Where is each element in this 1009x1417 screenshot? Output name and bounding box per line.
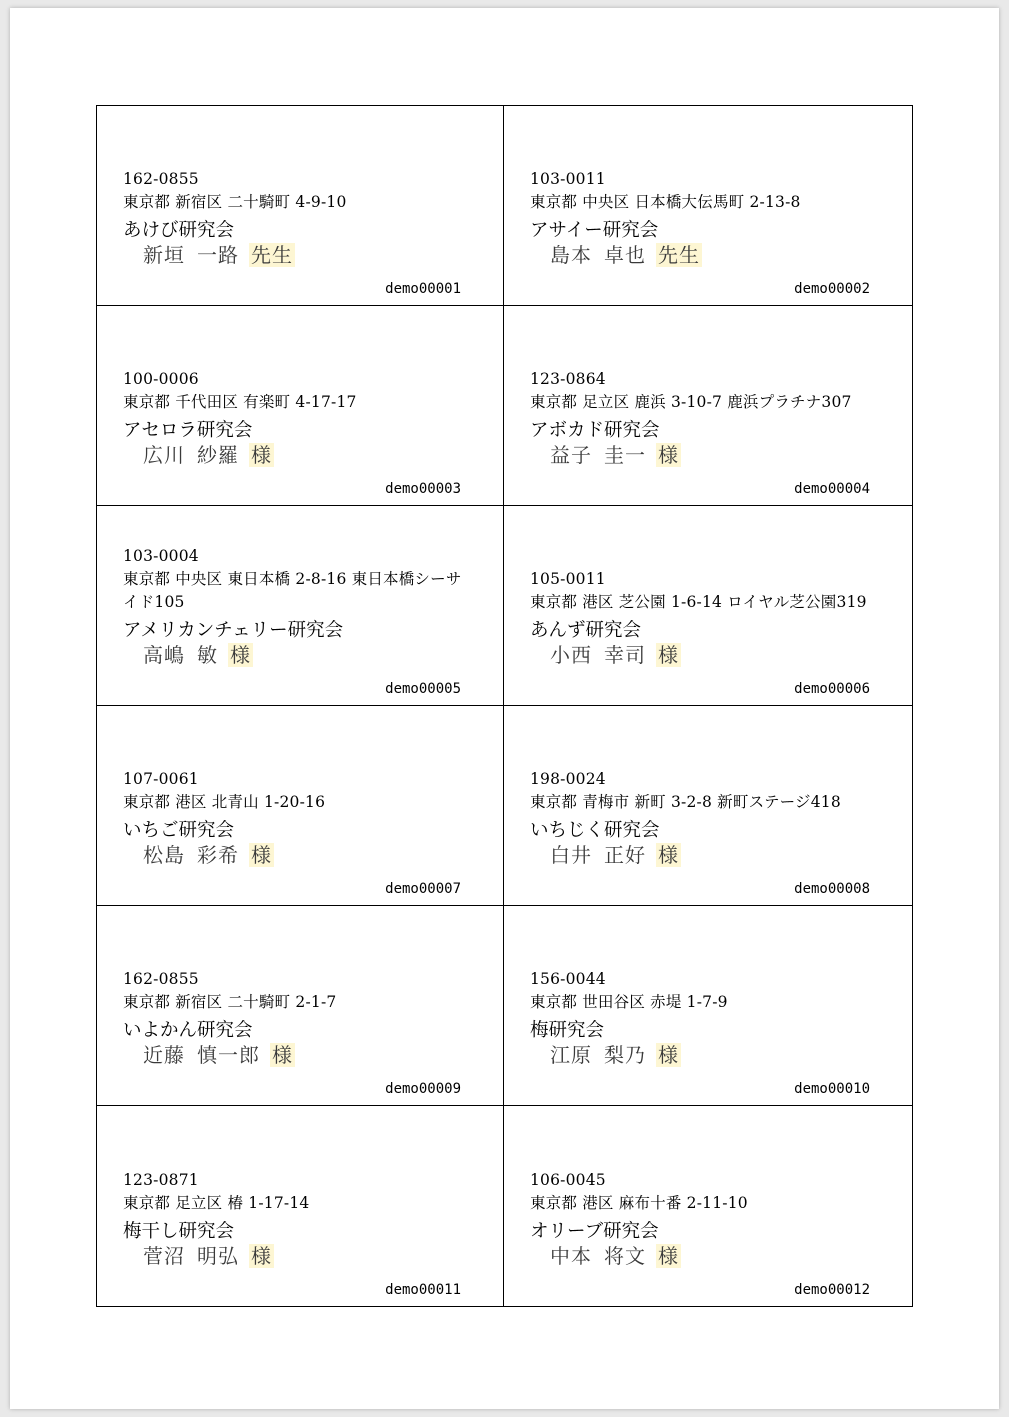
address-label xyxy=(97,306,504,506)
recipient-given-name: 明弘 xyxy=(197,1244,239,1268)
address-label xyxy=(504,906,912,1106)
honorific: 様 xyxy=(658,643,679,667)
organization-name: アボカド研究会 xyxy=(530,420,660,441)
organization-name: 梅干し研究会 xyxy=(123,1221,235,1242)
address-block xyxy=(123,968,469,1043)
postal-code: 162-0855 xyxy=(123,970,199,988)
postal-code: 162-0855 xyxy=(123,170,199,188)
street-address: 東京都 足立区 鹿浜 3-10-7 鹿浜プラチナ307 xyxy=(530,393,852,411)
honorific: 先生 xyxy=(251,243,293,267)
recipient-surname: 新垣 xyxy=(143,243,185,267)
recipient-given-name: 紗羅 xyxy=(197,443,239,467)
honorific: 様 xyxy=(272,1043,293,1067)
address-block xyxy=(123,168,469,243)
organization-name: 梅研究会 xyxy=(530,1020,605,1041)
recipient-name xyxy=(143,841,274,869)
street-address: 東京都 千代田区 有楽町 4-17-17 xyxy=(123,393,357,411)
address-label xyxy=(504,106,912,306)
address-label xyxy=(504,1106,912,1306)
recipient-surname: 広川 xyxy=(143,443,185,467)
organization-name: いちじく研究会 xyxy=(530,820,660,841)
address-block xyxy=(530,768,878,843)
address-block xyxy=(123,545,469,643)
organization-name: いちご研究会 xyxy=(123,820,235,841)
street-address: 東京都 青梅市 新町 3-2-8 新町ステージ418 xyxy=(530,793,841,811)
recipient-name xyxy=(143,641,253,669)
recipient-name xyxy=(143,441,274,469)
address-label-sheet xyxy=(96,105,913,1307)
recipient-name xyxy=(143,1242,274,1270)
record-code: demo00005 xyxy=(385,681,461,697)
address-block xyxy=(530,1169,878,1244)
document-page xyxy=(10,8,999,1409)
recipient-surname: 中本 xyxy=(550,1244,592,1268)
record-code: demo00009 xyxy=(385,1081,461,1097)
recipient-given-name: 卓也 xyxy=(604,243,646,267)
postal-code: 107-0061 xyxy=(123,770,199,788)
honorific: 様 xyxy=(251,1244,272,1268)
recipient-name xyxy=(550,441,681,469)
postal-code: 103-0004 xyxy=(123,547,199,565)
street-address: 東京都 新宿区 二十騎町 4-9-10 xyxy=(123,193,347,211)
recipient-surname: 益子 xyxy=(550,443,592,467)
recipient-surname: 近藤 xyxy=(143,1043,185,1067)
postal-code: 106-0045 xyxy=(530,1171,606,1189)
recipient-given-name: 将文 xyxy=(604,1244,646,1268)
postal-code: 123-0864 xyxy=(530,370,606,388)
recipient-name xyxy=(550,1041,681,1069)
postal-code: 103-0011 xyxy=(530,170,606,188)
record-code: demo00012 xyxy=(794,1282,870,1298)
recipient-given-name: 正好 xyxy=(604,843,646,867)
street-address: 東京都 新宿区 二十騎町 2-1-7 xyxy=(123,993,337,1011)
recipient-surname: 島本 xyxy=(550,243,592,267)
recipient-given-name: 慎一郎 xyxy=(197,1043,260,1067)
address-block xyxy=(123,368,469,443)
recipient-given-name: 一路 xyxy=(197,243,239,267)
recipient-given-name: 彩希 xyxy=(197,843,239,867)
street-address: 東京都 中央区 東日本橋 2-8-16 東日本橋シーサイド105 xyxy=(123,570,462,611)
honorific: 様 xyxy=(251,843,272,867)
address-block xyxy=(123,768,469,843)
organization-name: あけび研究会 xyxy=(123,220,235,241)
address-label xyxy=(97,906,504,1106)
postal-code: 105-0011 xyxy=(530,570,606,588)
organization-name: あんず研究会 xyxy=(530,620,642,641)
record-code: demo00008 xyxy=(794,881,870,897)
organization-name: アメリカンチェリー研究会 xyxy=(123,620,344,641)
recipient-surname: 小西 xyxy=(550,643,592,667)
postal-code: 198-0024 xyxy=(530,770,606,788)
recipient-given-name: 幸司 xyxy=(604,643,646,667)
address-label xyxy=(97,506,504,706)
honorific: 様 xyxy=(658,1043,679,1067)
recipient-name xyxy=(143,1041,295,1069)
street-address: 東京都 世田谷区 赤堤 1-7-9 xyxy=(530,993,728,1011)
postal-code: 123-0871 xyxy=(123,1171,199,1189)
record-code: demo00007 xyxy=(385,881,461,897)
address-block xyxy=(530,168,878,243)
honorific: 様 xyxy=(230,643,251,667)
honorific: 様 xyxy=(251,443,272,467)
address-label xyxy=(97,106,504,306)
honorific: 様 xyxy=(658,1244,679,1268)
record-code: demo00006 xyxy=(794,681,870,697)
organization-name: オリーブ研究会 xyxy=(530,1221,659,1242)
honorific: 先生 xyxy=(658,243,700,267)
street-address: 東京都 港区 芝公園 1-6-14 ロイヤル芝公園319 xyxy=(530,593,867,611)
recipient-surname: 江原 xyxy=(550,1043,592,1067)
street-address: 東京都 足立区 椿 1-17-14 xyxy=(123,1194,310,1212)
street-address: 東京都 港区 麻布十番 2-11-10 xyxy=(530,1194,748,1212)
recipient-surname: 松島 xyxy=(143,843,185,867)
organization-name: いよかん研究会 xyxy=(123,1020,253,1041)
organization-name: アセロラ研究会 xyxy=(123,420,253,441)
recipient-given-name: 梨乃 xyxy=(604,1043,646,1067)
record-code: demo00004 xyxy=(794,481,870,497)
recipient-surname: 高嶋 xyxy=(143,643,185,667)
record-code: demo00001 xyxy=(385,281,461,297)
address-label xyxy=(504,706,912,906)
organization-name: アサイー研究会 xyxy=(530,220,659,241)
recipient-name xyxy=(550,1242,681,1270)
recipient-surname: 菅沼 xyxy=(143,1244,185,1268)
address-label xyxy=(504,306,912,506)
address-block xyxy=(530,568,878,643)
address-label xyxy=(504,506,912,706)
recipient-name xyxy=(143,241,295,269)
street-address: 東京都 港区 北青山 1-20-16 xyxy=(123,793,326,811)
postal-code: 156-0044 xyxy=(530,970,606,988)
recipient-name xyxy=(550,641,681,669)
recipient-given-name: 圭一 xyxy=(604,443,646,467)
record-code: demo00003 xyxy=(385,481,461,497)
record-code: demo00011 xyxy=(385,1282,461,1298)
record-code: demo00002 xyxy=(794,281,870,297)
recipient-name xyxy=(550,241,702,269)
postal-code: 100-0006 xyxy=(123,370,199,388)
street-address: 東京都 中央区 日本橋大伝馬町 2-13-8 xyxy=(530,193,801,211)
address-block xyxy=(530,968,878,1043)
address-block xyxy=(530,368,878,443)
address-block xyxy=(123,1169,469,1244)
honorific: 様 xyxy=(658,843,679,867)
address-label xyxy=(97,706,504,906)
record-code: demo00010 xyxy=(794,1081,870,1097)
recipient-surname: 白井 xyxy=(550,843,592,867)
address-label xyxy=(97,1106,504,1306)
recipient-given-name: 敏 xyxy=(197,643,218,667)
recipient-name xyxy=(550,841,681,869)
honorific: 様 xyxy=(658,443,679,467)
